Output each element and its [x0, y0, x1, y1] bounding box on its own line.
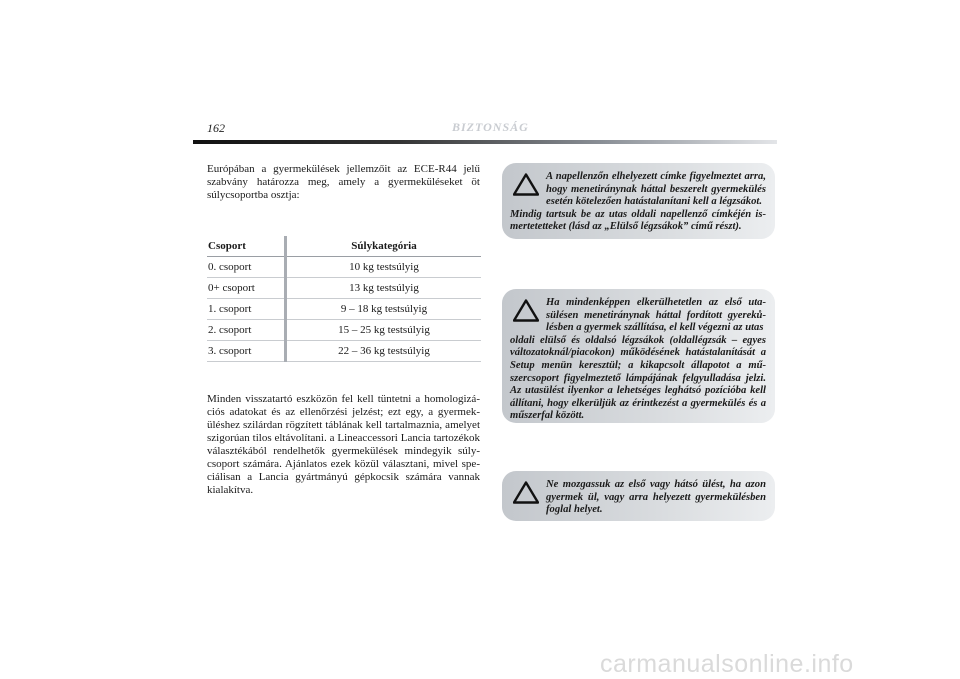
weight-cell: 13 kg testsúlyig	[287, 278, 481, 299]
table-row	[207, 299, 481, 320]
weight-group-table	[207, 236, 481, 362]
table-row	[207, 341, 481, 362]
group-cell: 3. csoport	[207, 341, 284, 362]
weight-cell: 15 – 25 kg testsúlyig	[287, 320, 481, 341]
warning-box-rear-facing-seat	[502, 289, 775, 423]
group-cell: 1. csoport	[207, 299, 284, 320]
table-header-weight: Súlykategória	[287, 236, 481, 257]
group-cell: 0+ csoport	[207, 278, 284, 299]
table-row	[207, 278, 481, 299]
warning-triangle-icon	[513, 481, 539, 504]
warning-triangle-icon	[513, 173, 539, 196]
warning-box-sun-visor	[502, 163, 775, 239]
warning-triangle-icon	[513, 299, 539, 322]
homologation-paragraph: Minden visszatartó eszközön fel kell tüntetni a homologizációs adatokat és az ellenőrzési jelzést; ezt egy, a gyermeküléshez szilárdan rögzített táblának kell tartalmaznia, amelyet szigorúan tilos eltávolítani. a Lineaccessori Lancia tartozékok választékából rendelhetők gyermekülések mindegyik súlycsoport számára. Ajánlatos ezek közül választani, mivel speciálisan a Lancia gyártmányú gépkocsik számára vannak kialakítva.	[207, 393, 480, 496]
section-title: BIZTONSÁG	[452, 120, 529, 134]
warning-lead-text: Ha mindenképpen elkerülhetetlen az első utasülésen menetiránynak háttal fordított gyerekůlésben a gyermek szállítása, el kell végezni az utas	[546, 297, 766, 334]
page-number: 162	[207, 121, 225, 135]
warning-body-text: Mindig tartsuk be az utas oldali napellenző címkéjén ismertetetteket (lásd az „Elülső légzsákok” című részt).	[510, 208, 766, 233]
watermark: carmanualsonline.info	[600, 650, 854, 678]
table-header-group: Csoport	[207, 236, 284, 257]
warning-body-text: oldali elülső és oldalsó légzsákok (oldallégzsák – egyes változatoknál/piacokon) működésének hatástalanítását a Setup menün keresztül; a kikapcsolt állapotot a műszercsoport figyelmeztető lámpájának felgyulladása jelzi. Az utasülést ilyenkor a lehetséges leghátsó pozícióba kell állítani, hogy elkerüljük az érintkezést a gyermekülés és a műszerfal között.	[510, 334, 766, 422]
warning-box-seat-adjust	[502, 471, 775, 521]
table-row	[207, 257, 481, 278]
intro-paragraph: Európában a gyermekülések jellemzőit az ECE-R44 jelű szabvány határozza meg, amely a gyermeküléseket öt súlycsoportba osztja:	[207, 163, 480, 201]
table-header-row	[207, 236, 481, 257]
weight-cell: 10 kg testsúlyig	[287, 257, 481, 278]
weight-cell: 22 – 36 kg testsúlyig	[287, 341, 481, 362]
group-cell: 2. csoport	[207, 320, 284, 341]
group-cell: 0. csoport	[207, 257, 284, 278]
header-rule	[193, 140, 777, 144]
warning-lead-text: Ne mozgassuk az első vagy hátsó ülést, ha azon gyermek ül, vagy arra helyezett gyermekülésben foglal helyet.	[546, 479, 766, 516]
warning-lead-text: A napellenzőn elhelyezett címke figyelmeztet arra, hogy menetiránynak háttal beszerelt gyermekülés esetén kötelezően hatástalanítani kell a légzsákot.	[546, 171, 766, 208]
weight-cell: 9 – 18 kg testsúlyig	[287, 299, 481, 320]
table-row	[207, 320, 481, 341]
